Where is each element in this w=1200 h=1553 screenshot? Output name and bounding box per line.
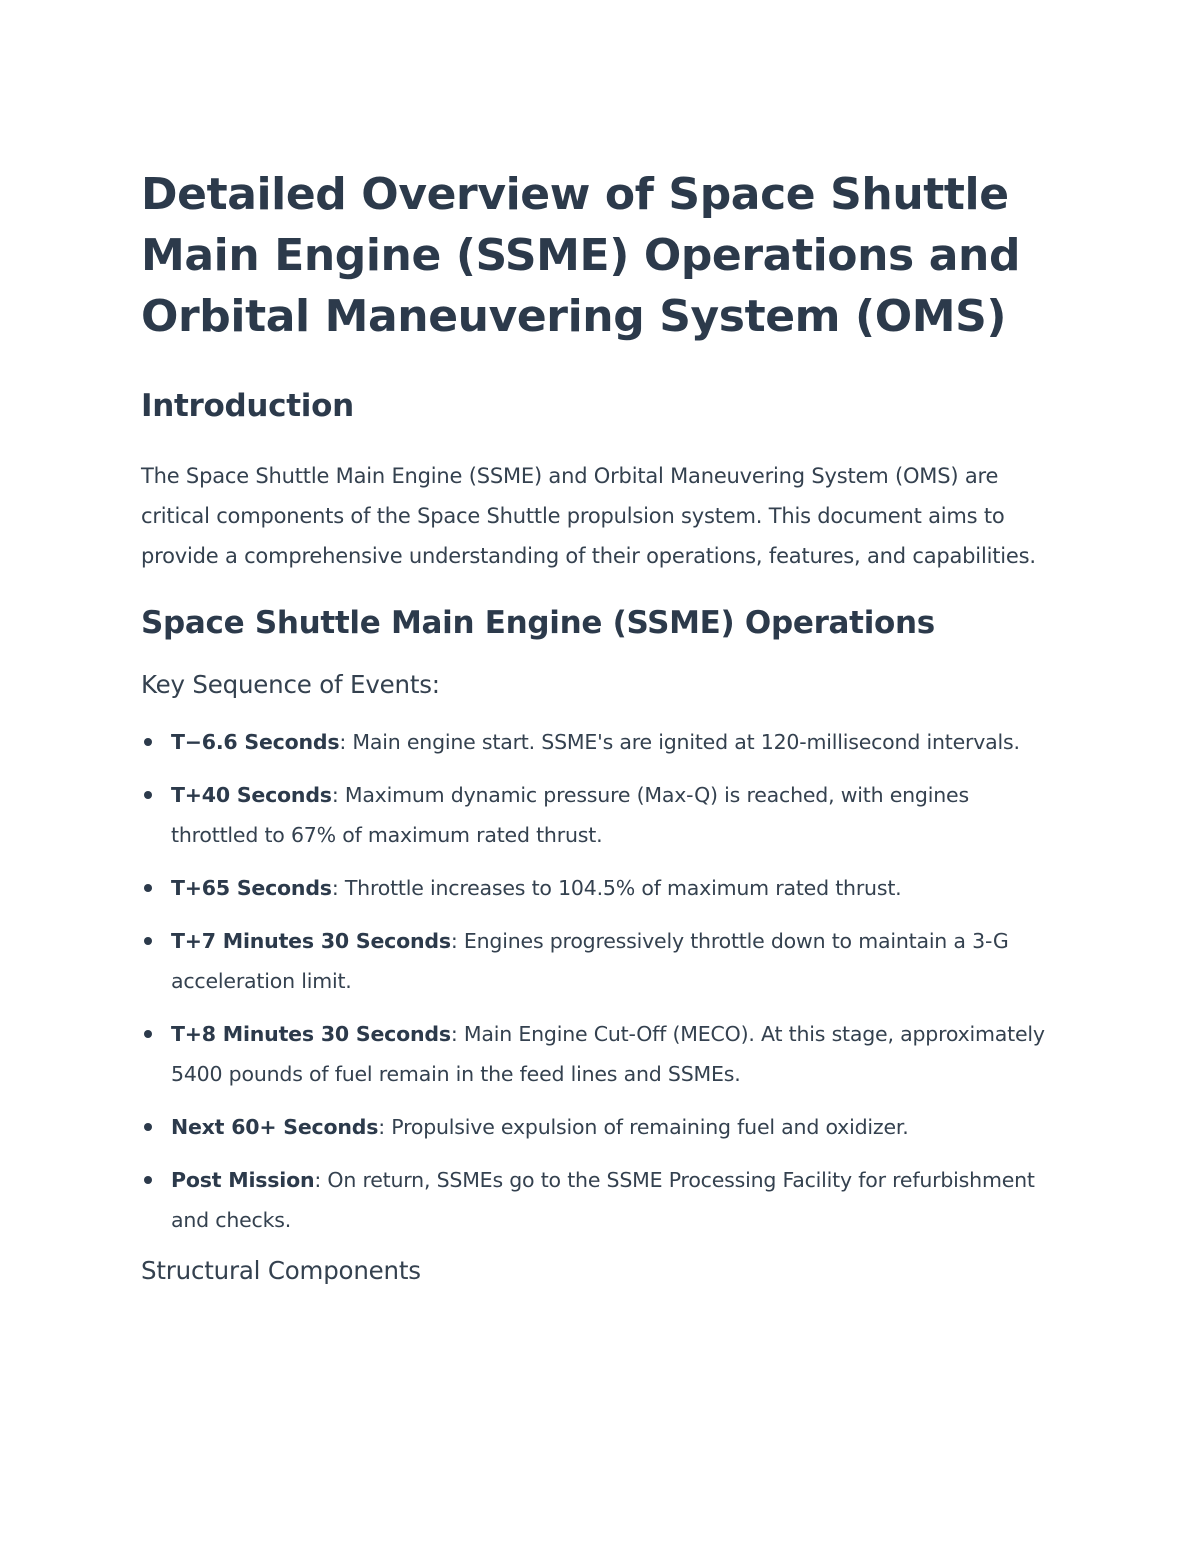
list-item: [141, 1014, 1050, 1094]
bullet-icon: [144, 1176, 152, 1184]
bullet-icon: [144, 1123, 152, 1131]
event-term: Next 60+ Seconds: [171, 1115, 379, 1139]
event-description: : Throttle increases to 104.5% of maximum rated thrust.: [331, 876, 902, 900]
event-description: : On return, SSMEs go to the SSME Processing Facility for refurbishment and checks.: [171, 1168, 1035, 1232]
list-item: [141, 1107, 1050, 1147]
list-item: [141, 921, 1050, 1001]
list-item: [141, 868, 1050, 908]
list-item: [141, 722, 1050, 762]
list-item: [141, 1160, 1050, 1240]
bullet-icon: [144, 791, 152, 799]
ssme-operations-heading: Space Shuttle Main Engine (SSME) Operations: [141, 605, 935, 641]
event-description: : Maximum dynamic pressure (Max-Q) is reached, with engines throttled to 67% of maximum rated thrust.: [171, 783, 969, 847]
event-term: T−6.6 Seconds: [171, 730, 340, 754]
bullet-icon: [144, 884, 152, 892]
event-description: : Propulsive expulsion of remaining fuel and oxidizer.: [378, 1115, 909, 1139]
key-sequence-subheading: Key Sequence of Events:: [141, 670, 440, 699]
events-list: [141, 722, 1050, 1240]
bullet-icon: [144, 1030, 152, 1038]
event-term: T+8 Minutes 30 Seconds: [171, 1022, 451, 1046]
event-description: : Engines progressively throttle down to maintain a 3-G acceleration limit.: [171, 929, 1009, 993]
event-term: T+7 Minutes 30 Seconds: [171, 929, 451, 953]
document-title: Detailed Overview of Space Shuttle Main Engine (SSME) Operations and Orbital Maneuvering System (OMS): [141, 169, 1021, 342]
bullet-icon: [144, 738, 152, 746]
introduction-heading: Introduction: [141, 388, 354, 424]
event-description: : Main Engine Cut-Off (MECO). At this stage, approximately 5400 pounds of fuel remain in the feed lines and SSMEs.: [171, 1022, 1045, 1086]
event-description: : Main engine start. SSME's are ignited at 120-millisecond intervals.: [339, 730, 1020, 754]
list-item: [141, 775, 1050, 855]
structural-components-subheading: Structural Components: [141, 1256, 421, 1285]
bullet-icon: [144, 937, 152, 945]
event-term: T+65 Seconds: [171, 876, 332, 900]
introduction-paragraph: The Space Shuttle Main Engine (SSME) and Orbital Maneuvering System (OMS) are critical components of the Space Shuttle propulsion system. This document aims to provide a comprehensive understanding of their operations, features, and capabilities.: [141, 464, 1036, 568]
event-term: Post Mission: [171, 1168, 315, 1192]
event-term: T+40 Seconds: [171, 783, 332, 807]
